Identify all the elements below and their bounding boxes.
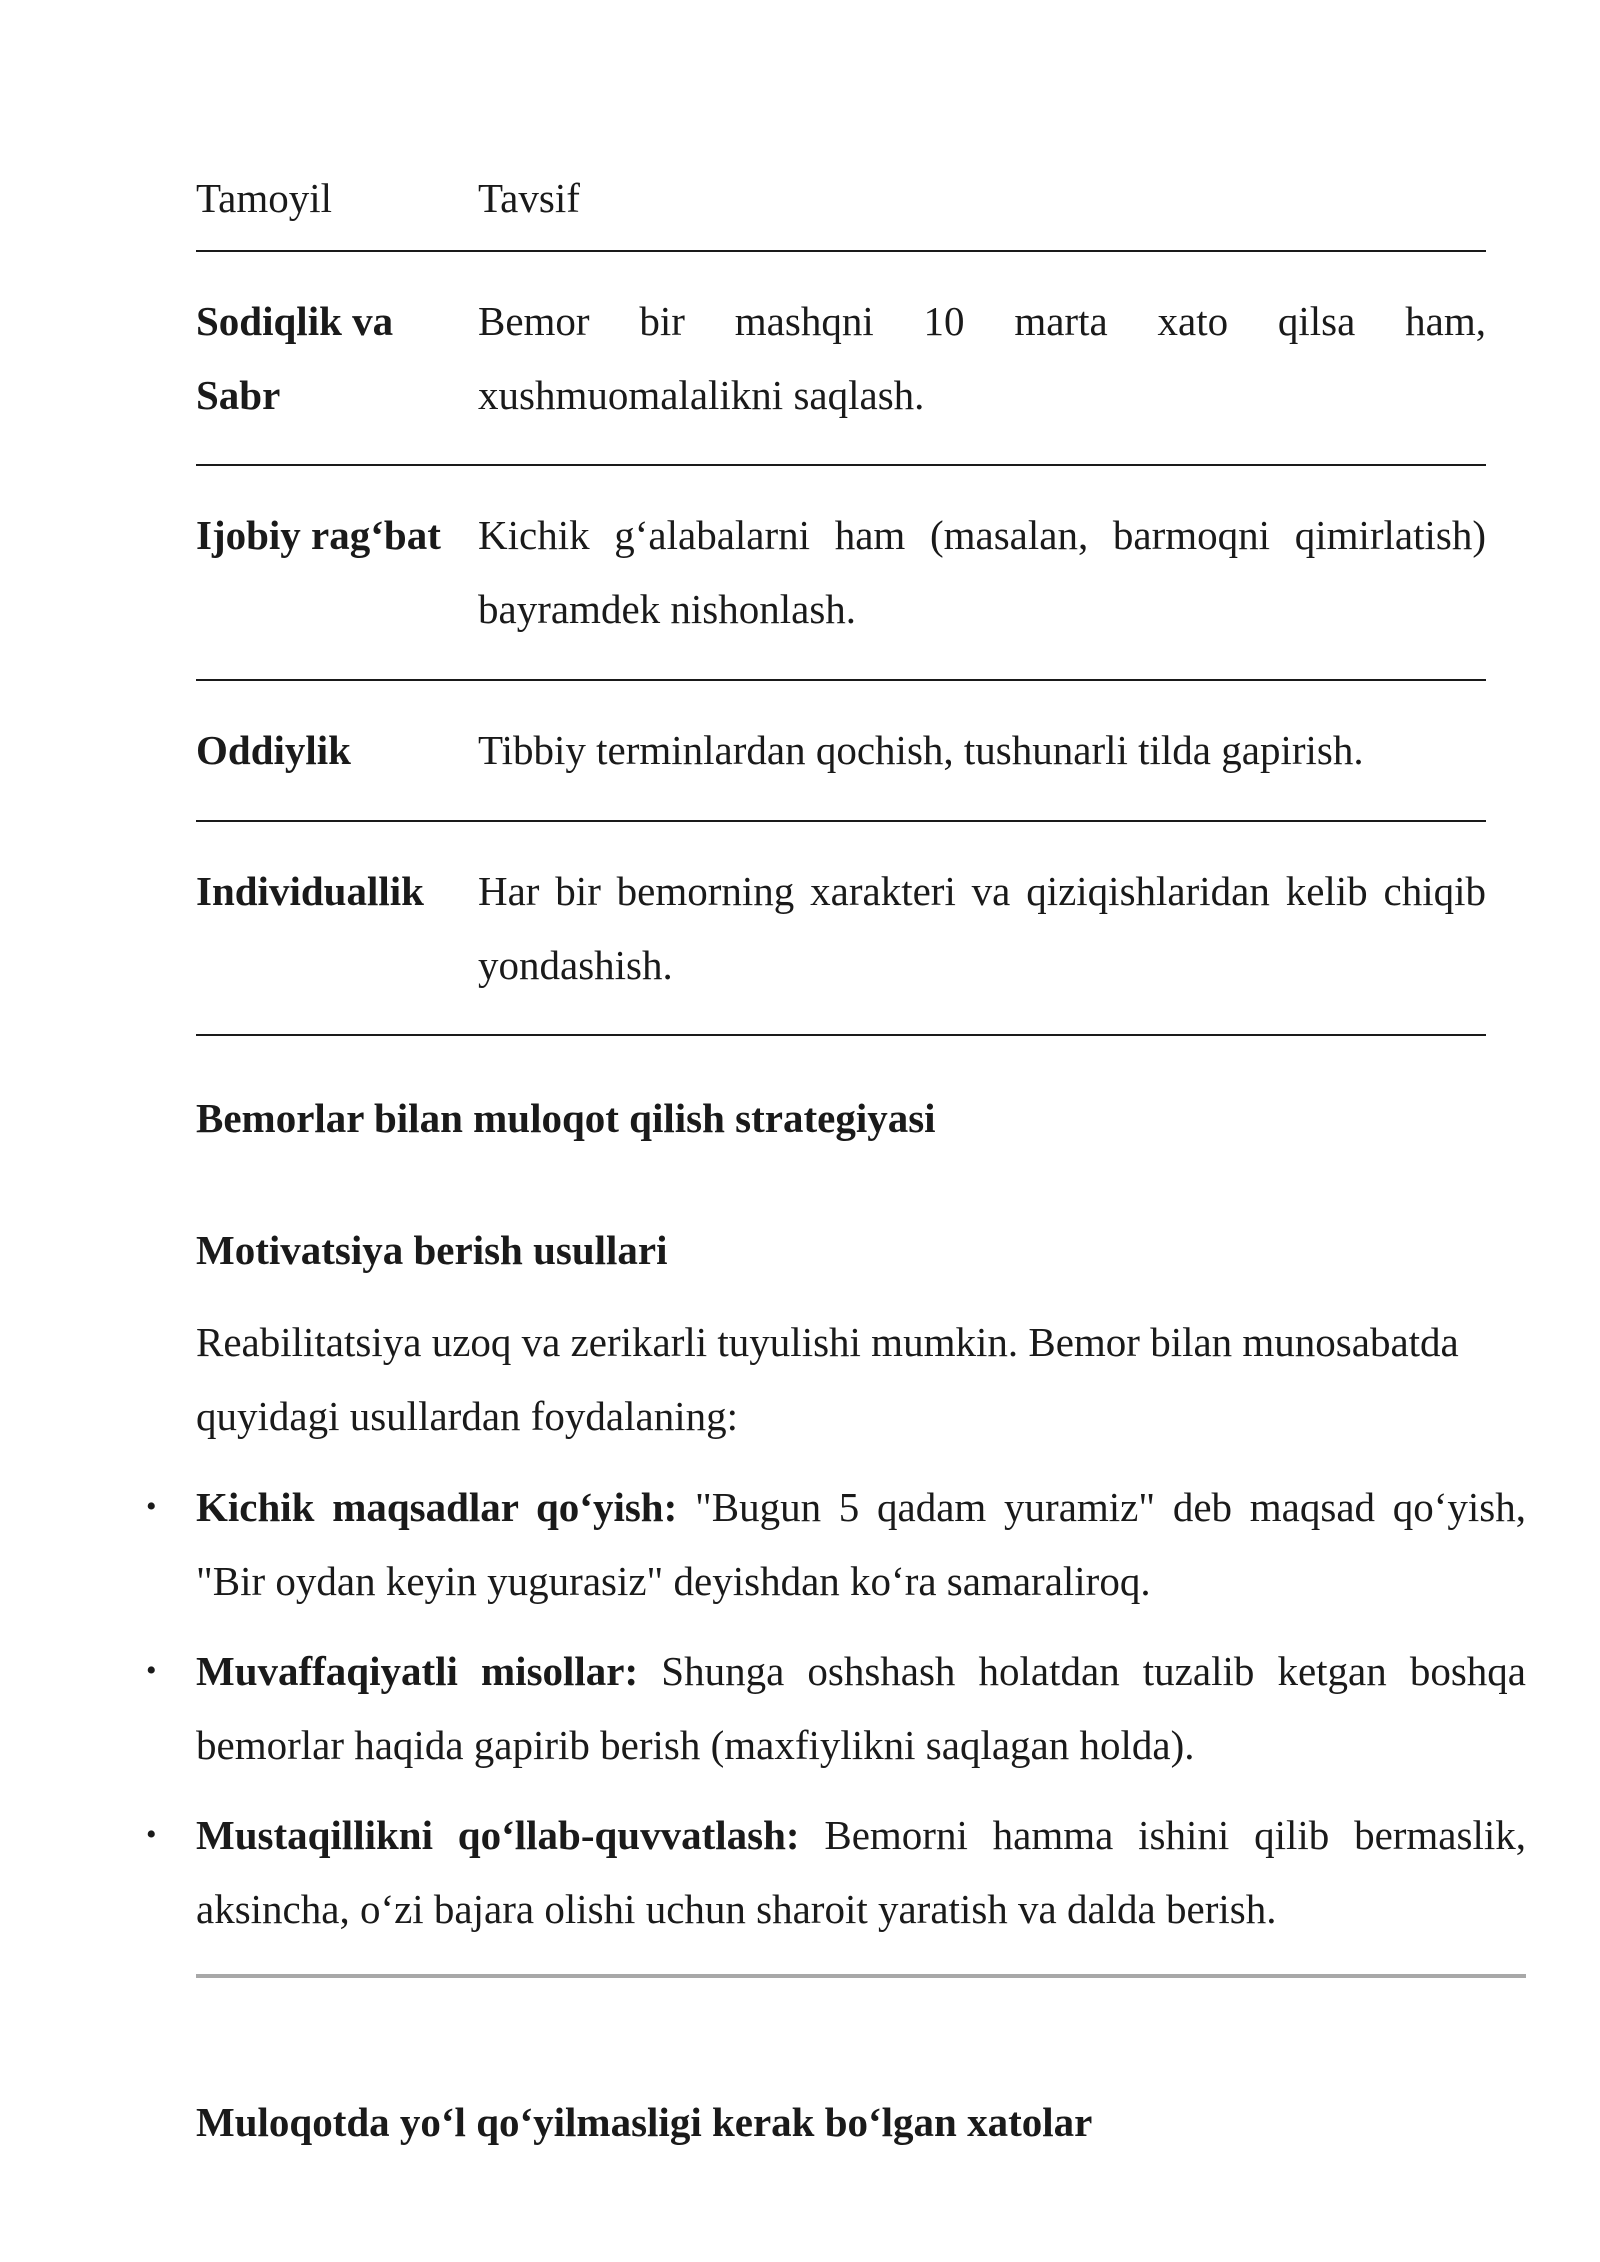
- section-heading-mistakes: Muloqotda yo‘l qo‘yilmasligi kerak bo‘lgan xatolar: [196, 2099, 1093, 2145]
- section-heading-strategy: Bemorlar bilan muloqot qilish strategiyasi: [196, 1095, 936, 1141]
- principle-cell: Ijobiy rag‘bat: [196, 512, 441, 558]
- bullet-icon: •: [146, 1490, 157, 1523]
- principles-table: [196, 140, 1486, 1036]
- subsection-heading-motivation: Motivatsiya berish usullari: [196, 1227, 668, 1273]
- bullet-icon: •: [146, 1818, 157, 1851]
- header-principle: Tamoyil: [196, 175, 333, 221]
- table-row: [196, 822, 1486, 1036]
- principle-cell: Sodiqlik va Sabr: [196, 298, 394, 418]
- principle-cell: Individuallik: [196, 868, 424, 914]
- list-item: [146, 1634, 1526, 1782]
- table-row: [196, 252, 1486, 466]
- list-item-label: Muvaffaqiyatli misollar:: [196, 1648, 639, 1694]
- list-item-text: Bemorni hamma ishini qilib bermaslik, aksincha, o‘zi bajara olishi uchun sharoit yaratish va dalda berish.: [196, 1812, 1526, 1932]
- description-cell: Har bir bemorning xarakteri va qiziqishlaridan kelib chiqib yondashish.: [478, 868, 1486, 988]
- list-item-label: Kichik maqsadlar qo‘yish:: [196, 1484, 678, 1530]
- intro-paragraph: Reabilitatsiya uzoq va zerikarli tuyulishi mumkin. Bemor bilan munosabatda quyidagi usullardan foydalaning:: [196, 1319, 1459, 1439]
- horizontal-divider: [196, 1974, 1526, 1978]
- table-row: [196, 466, 1486, 681]
- list-item-text: "Bugun 5 qadam yuramiz" deb maqsad qo‘yish, "Bir oydan keyin yugurasiz" deyishdan ko‘ra samaraliroq.: [196, 1484, 1526, 1604]
- description-cell: Tibbiy terminlardan qochish, tushunarli tilda gapirish.: [478, 727, 1364, 773]
- list-item-label: Mustaqillikni qo‘llab-quvvatlash:: [196, 1812, 800, 1858]
- motivation-methods-list: [146, 1470, 1526, 1962]
- header-description: Tavsif: [478, 175, 580, 221]
- table-header: [196, 140, 1486, 252]
- principle-cell: Oddiylik: [196, 727, 351, 773]
- description-cell: Kichik g‘alabalarni ham (masalan, barmoqni qimirlatish) bayramdek nishonlash.: [478, 512, 1486, 632]
- bullet-icon: •: [146, 1654, 157, 1687]
- list-item: [146, 1470, 1526, 1618]
- table-row: [196, 681, 1486, 822]
- list-item-text: Shunga oshshash holatdan tuzalib ketgan boshqa bemorlar haqida gapirib berish (maxfiylikni saqlagan holda).: [196, 1648, 1526, 1768]
- description-cell: Bemor bir mashqni 10 marta xato qilsa ham, xushmuomalalikni saqlash.: [478, 298, 1486, 418]
- list-item: [146, 1798, 1526, 1946]
